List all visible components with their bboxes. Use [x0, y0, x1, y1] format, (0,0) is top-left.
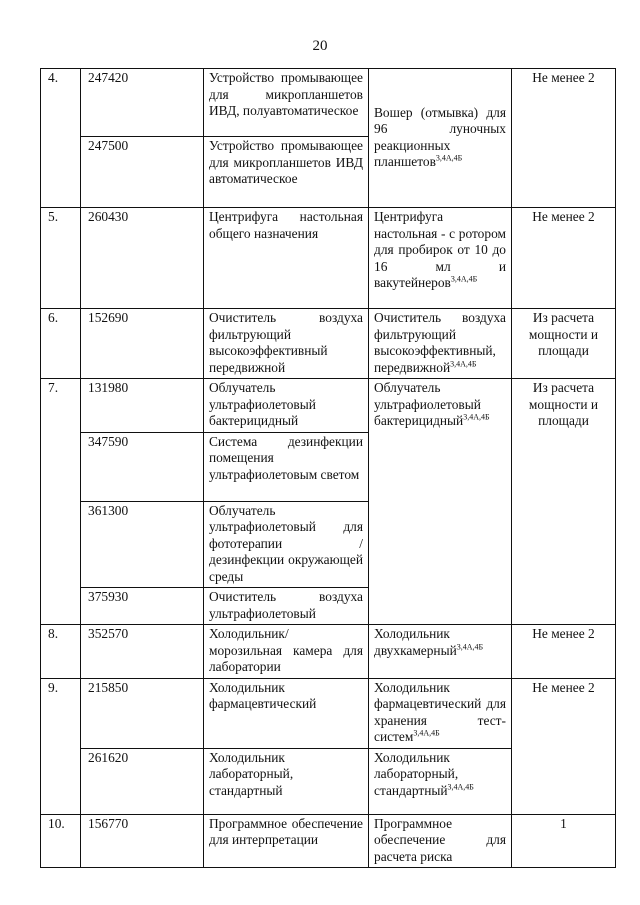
equipment-cell — [369, 69, 512, 208]
item-name: Холодильник лабораторный, стандартный — [204, 748, 369, 814]
item-name: Система дезинфекции помещения ультрафиолетовым светом — [204, 432, 369, 501]
quantity: Из расчета мощности и площади — [512, 309, 616, 379]
equipment-cell — [369, 748, 512, 814]
table-row — [41, 814, 616, 868]
equipment-cell — [369, 208, 512, 309]
item-code: 247420 — [81, 69, 204, 137]
item-name: Облучатель ультрафиолетовый бактерицидный — [204, 379, 369, 433]
row-number: 10. — [41, 814, 81, 868]
equipment-footnote: 3,4А,4Б — [450, 274, 478, 284]
item-name: Очиститель воздуха ультрафиолетовый — [204, 588, 369, 625]
table-row — [41, 69, 616, 137]
item-name: Облучатель ультрафиолетовый для фототерапии /дезинфекции окружающей среды — [204, 501, 369, 588]
equipment-name: Центрифуга настольная - с ротором для пробирок от 10 до 16 мл и вакутейнеров — [374, 209, 506, 290]
equipment-name: Облучатель ультрафиолетовый бактерицидный — [374, 380, 481, 428]
quantity: Не менее 2 — [512, 69, 616, 208]
equipment-table — [40, 68, 616, 868]
row-number: 6. — [41, 309, 81, 379]
equipment-name: Вошер (отмывка) для 96 луночных реакционных планшетов — [374, 104, 506, 169]
equipment-name: Холодильник лабораторный, стандартный — [374, 749, 459, 798]
quantity: Из расчета мощности и площади — [512, 379, 616, 625]
equipment-name: Холодильник фармацевтический для хранения тест-систем — [374, 679, 506, 744]
row-number: 9. — [41, 678, 81, 814]
equipment-cell — [369, 309, 512, 379]
equipment-name: Холодильник двухкамерный — [374, 626, 457, 658]
item-name: Программное обеспечение для интерпретации — [204, 814, 369, 868]
equipment-footnote: 3,4А,4Б — [463, 412, 490, 422]
item-name: Холодильник фармацевтический — [204, 678, 369, 748]
item-name: Холодильник/ морозильная камера для лаборатории — [204, 625, 369, 679]
equipment-footnote: 3,4А,4Б — [450, 359, 477, 369]
table-row — [41, 625, 616, 679]
equipment-footnote: 3,4А,4Б — [413, 728, 440, 738]
equipment-cell — [369, 678, 512, 748]
table-row — [41, 379, 616, 433]
table-row — [41, 309, 616, 379]
quantity: Не менее 2 — [512, 678, 616, 814]
row-number: 8. — [41, 625, 81, 679]
quantity: Не менее 2 — [512, 208, 616, 309]
item-code: 215850 — [81, 678, 204, 748]
item-code: 260430 — [81, 208, 204, 309]
quantity: 1 — [512, 814, 616, 868]
page-number: 20 — [312, 38, 328, 54]
equipment-footnote: 3,4А,4Б — [456, 642, 484, 652]
equipment-footnote: 3,4А,4Б — [447, 782, 474, 792]
row-number: 5. — [41, 208, 81, 309]
item-name: Очиститель воздуха фильтрующий высокоэффективный передвижной — [204, 309, 369, 379]
item-code: 361300 — [81, 501, 204, 588]
item-name: Устройство промывающее для микропланшетов ИВД автоматическое — [204, 137, 369, 208]
quantity: Не менее 2 — [512, 625, 616, 679]
row-number: 4. — [41, 69, 81, 208]
row-number: 7. — [41, 379, 81, 625]
item-code: 247500 — [81, 137, 204, 208]
equipment-cell — [369, 625, 512, 679]
item-code: 156770 — [81, 814, 204, 868]
equipment-name: Очиститель воздуха фильтрующий высокоэффективный, передвижной — [374, 310, 506, 375]
equipment-name: Программное обеспечение для расчета риска — [369, 814, 512, 868]
equipment-cell — [369, 379, 512, 625]
item-code: 261620 — [81, 748, 204, 814]
item-code: 375930 — [81, 588, 204, 625]
table-row — [41, 208, 616, 309]
item-name: Устройство промывающее для микропланшетов ИВД, полуавтоматическое — [204, 69, 369, 137]
item-code: 352570 — [81, 625, 204, 679]
equipment-footnote: 3,4А,4Б — [435, 153, 463, 163]
item-code: 347590 — [81, 432, 204, 501]
item-code: 152690 — [81, 309, 204, 379]
item-code: 131980 — [81, 379, 204, 433]
table-row — [41, 678, 616, 748]
item-name: Центрифуга настольная общего назначения — [204, 208, 369, 309]
